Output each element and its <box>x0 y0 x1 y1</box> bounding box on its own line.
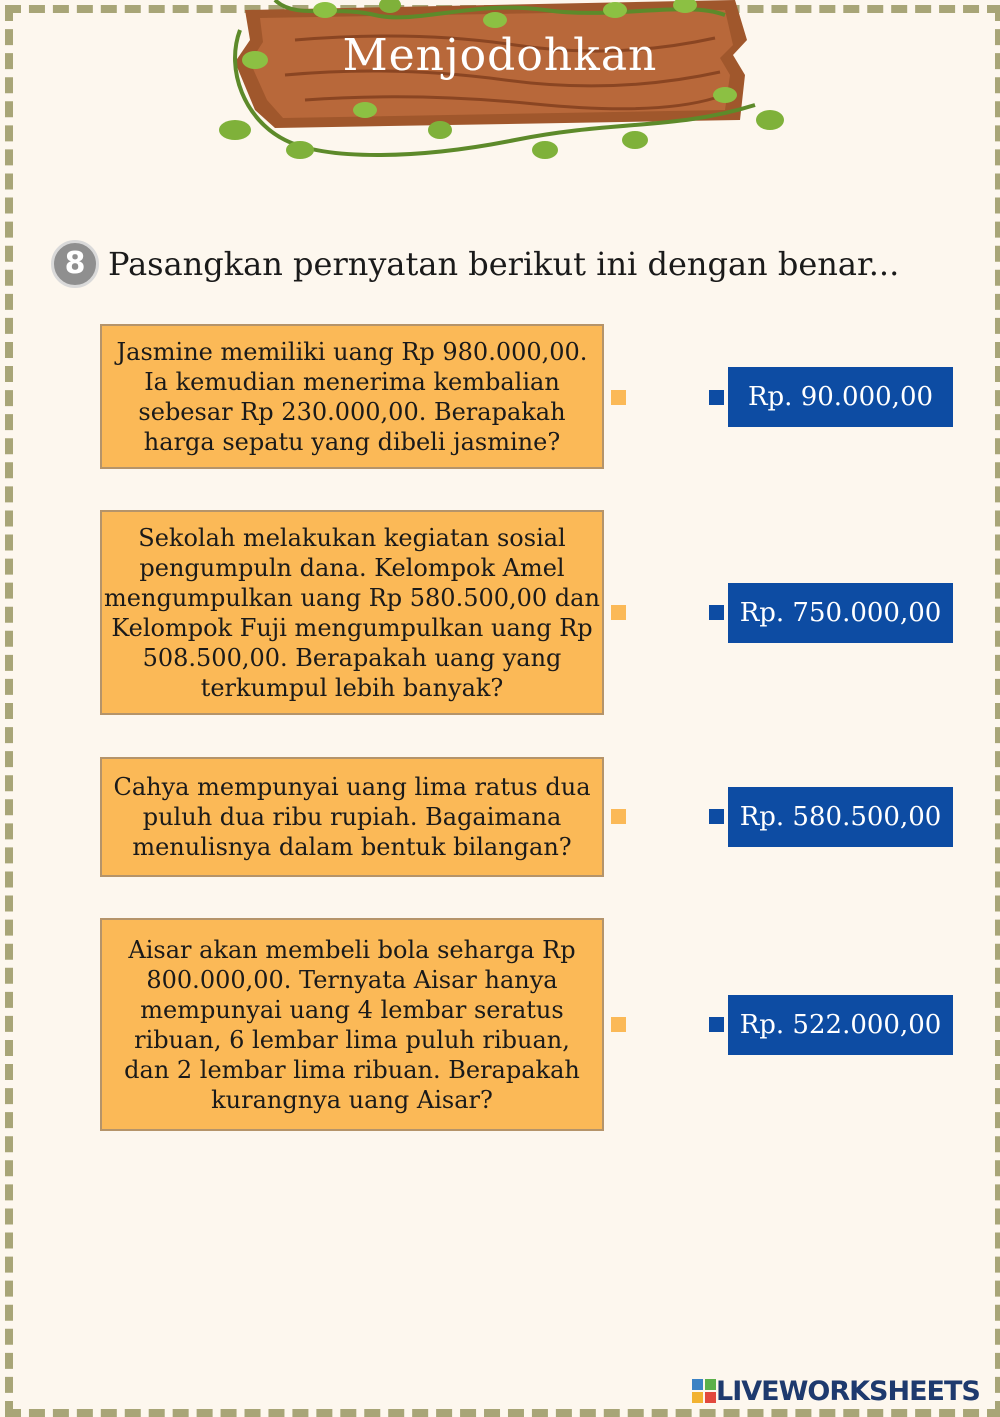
answer-connector-dot-1[interactable] <box>709 390 724 405</box>
answer-connector-dot-4[interactable] <box>709 1017 724 1032</box>
answer-card-3[interactable]: Rp. 580.500,00 <box>728 787 953 847</box>
wooden-sign <box>215 0 785 175</box>
liveworksheets-icon <box>692 1379 716 1403</box>
question-connector-dot-1[interactable] <box>611 390 626 405</box>
question-connector-dot-4[interactable] <box>611 1017 626 1032</box>
answer-card-1[interactable]: Rp. 90.000,00 <box>728 367 953 427</box>
question-card-4[interactable]: Aisar akan membeli bola seharga Rp 800.000,00. Ternyata Aisar hanya mempunyai uang 4 lembar seratus ribuan, 6 lembar lima puluh ribuan, dan 2 lembar lima ribuan. Berapakah kurangnya uang Aisar? <box>100 918 604 1131</box>
page-title: Menjodohkan <box>342 30 658 81</box>
answer-card-4[interactable]: Rp. 522.000,00 <box>728 995 953 1055</box>
question-connector-dot-2[interactable] <box>611 605 626 620</box>
answer-connector-dot-3[interactable] <box>709 809 724 824</box>
answer-card-2[interactable]: Rp. 750.000,00 <box>728 583 953 643</box>
liveworksheets-wordmark: LIVEWORKSHEETS <box>716 1375 980 1407</box>
question-card-1[interactable]: Jasmine memiliki uang Rp 980.000,00. Ia kemudian menerima kembalian sebesar Rp 230.000,00. Berapakah harga sepatu yang dibeli jasmine? <box>100 324 604 469</box>
question-card-3[interactable]: Cahya mempunyai uang lima ratus dua puluh dua ribu rupiah. Bagaimana menulisnya dalam bentuk bilangan? <box>100 757 604 877</box>
question-card-2[interactable]: Sekolah melakukan kegiatan sosial pengumpuln dana. Kelompok Amel mengumpulkan uang Rp 580.500,00 dan Kelompok Fuji mengumpulkan uang Rp 508.500,00. Berapakah uang yang terkumpul lebih banyak? <box>100 510 604 715</box>
liveworksheets-logo <box>692 1376 980 1406</box>
question-connector-dot-3[interactable] <box>611 809 626 824</box>
question-number-badge: 8 <box>51 240 99 288</box>
answer-connector-dot-2[interactable] <box>709 605 724 620</box>
question-instruction: Pasangkan pernyatan berikut ini dengan benar... <box>108 245 900 283</box>
